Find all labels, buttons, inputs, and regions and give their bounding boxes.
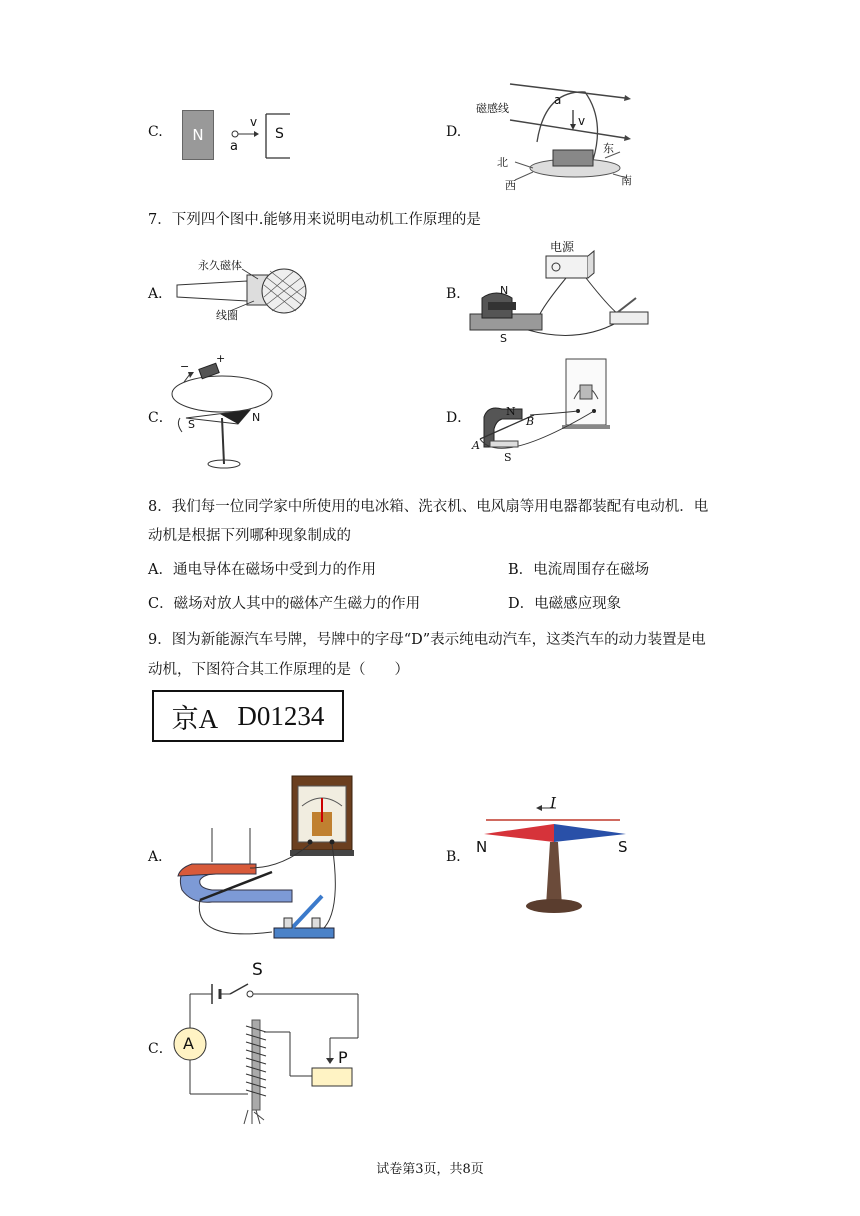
q7-a-magnet-label: 永久磁体 [198, 259, 242, 272]
q9-c-slider-label: P [338, 1048, 348, 1067]
q7-a-coil-label: 线圈 [216, 309, 238, 322]
q6-d-north-label: 北 [497, 156, 508, 169]
page-footer: 试卷第3页，共8页 [376, 1162, 484, 1177]
q9-option-b: B． [446, 849, 471, 865]
q7-option-b: B． [446, 286, 471, 302]
q7-c-n-label: N [252, 411, 261, 424]
q7-d-n-label: N [506, 405, 516, 418]
q7-b-figure [468, 236, 658, 346]
plate-region: 京A [171, 703, 219, 734]
q6-c-magnet-n: N [182, 110, 214, 160]
q9-stem-line2: 动机，下图符合其工作原理的是（ ） [148, 662, 409, 678]
q8-stem-line1: 8．我们每一位同学家中所使用的电冰箱、洗衣机、电风扇等用电器都装配有电动机．电 [148, 499, 709, 515]
q6-d-figure [475, 80, 635, 192]
q7-b-power-label: 电源 [550, 240, 575, 254]
q7-option-c: C． [148, 410, 173, 426]
q7-d-figure [470, 355, 630, 470]
q6-d-south-label: 南 [621, 174, 632, 187]
q6-d-east-label: 东 [603, 142, 614, 155]
q7-c-plus-label: + [216, 352, 226, 365]
q7-option-a: A． [148, 286, 173, 302]
q7-a-microphone-figure [172, 255, 312, 325]
q6-c-figure [180, 110, 300, 162]
q8-option-a: A．通电导体在磁场中受到力的作用 [148, 562, 376, 578]
q7-c-s-label: S [188, 418, 195, 431]
q8-option-d: D．电磁感应现象 [508, 596, 622, 612]
q7-d-s-label: S [504, 451, 512, 464]
q7-c-minus-label: − [180, 360, 190, 373]
q7-b-n-label: N [500, 284, 509, 297]
plate-number: D01234 [237, 700, 325, 731]
ammeter-icon: A [183, 1034, 194, 1053]
q9-a-figure [172, 772, 362, 944]
q6-d-west-label: 西 [505, 179, 516, 192]
q9-b-s-label: S [618, 838, 628, 856]
q9-c-circuit-figure [168, 962, 368, 1127]
q9-b-figure [470, 794, 640, 914]
q7-stem: 7．下列四个图中.能够用来说明电动机工作原理的是 [148, 212, 481, 228]
q6-c-v-label: v [250, 115, 258, 129]
q9-b-current-label: I [550, 794, 556, 812]
q6-d-v-label: v [578, 114, 586, 128]
q6-c-a-label: a [230, 139, 238, 154]
q9-option-a: A． [148, 849, 173, 865]
q6-d-a-label: a [554, 93, 562, 107]
q9-b-n-label: N [476, 838, 488, 856]
q9-stem-line1: 9．图为新能源汽车号牌，号牌中的字母“D”表示纯电动汽车，这类汽车的动力装置是电 [148, 632, 706, 648]
q8-option-c: C．磁场对放人其中的磁体产生磁力的作用 [148, 596, 421, 612]
q7-d-a-label: A [472, 439, 480, 452]
q6-d-field-label: 磁感线 [476, 102, 509, 115]
q6-c-s-label: S [275, 126, 284, 142]
q7-c-figure [168, 352, 278, 472]
q8-stem-line2: 动机是根据下列哪种现象制成的 [148, 528, 351, 544]
q9-option-c: C． [148, 1041, 173, 1057]
q7-d-b-label: B [526, 415, 535, 428]
q6-option-d: D. [446, 124, 462, 140]
license-plate [152, 690, 344, 742]
q7-b-s-label: S [500, 332, 507, 345]
q7-option-d: D． [446, 410, 472, 426]
q9-c-switch-label: S [252, 960, 263, 980]
q8-option-b: B．电流周围存在磁场 [508, 562, 650, 578]
q6-option-c: C. [148, 124, 163, 140]
